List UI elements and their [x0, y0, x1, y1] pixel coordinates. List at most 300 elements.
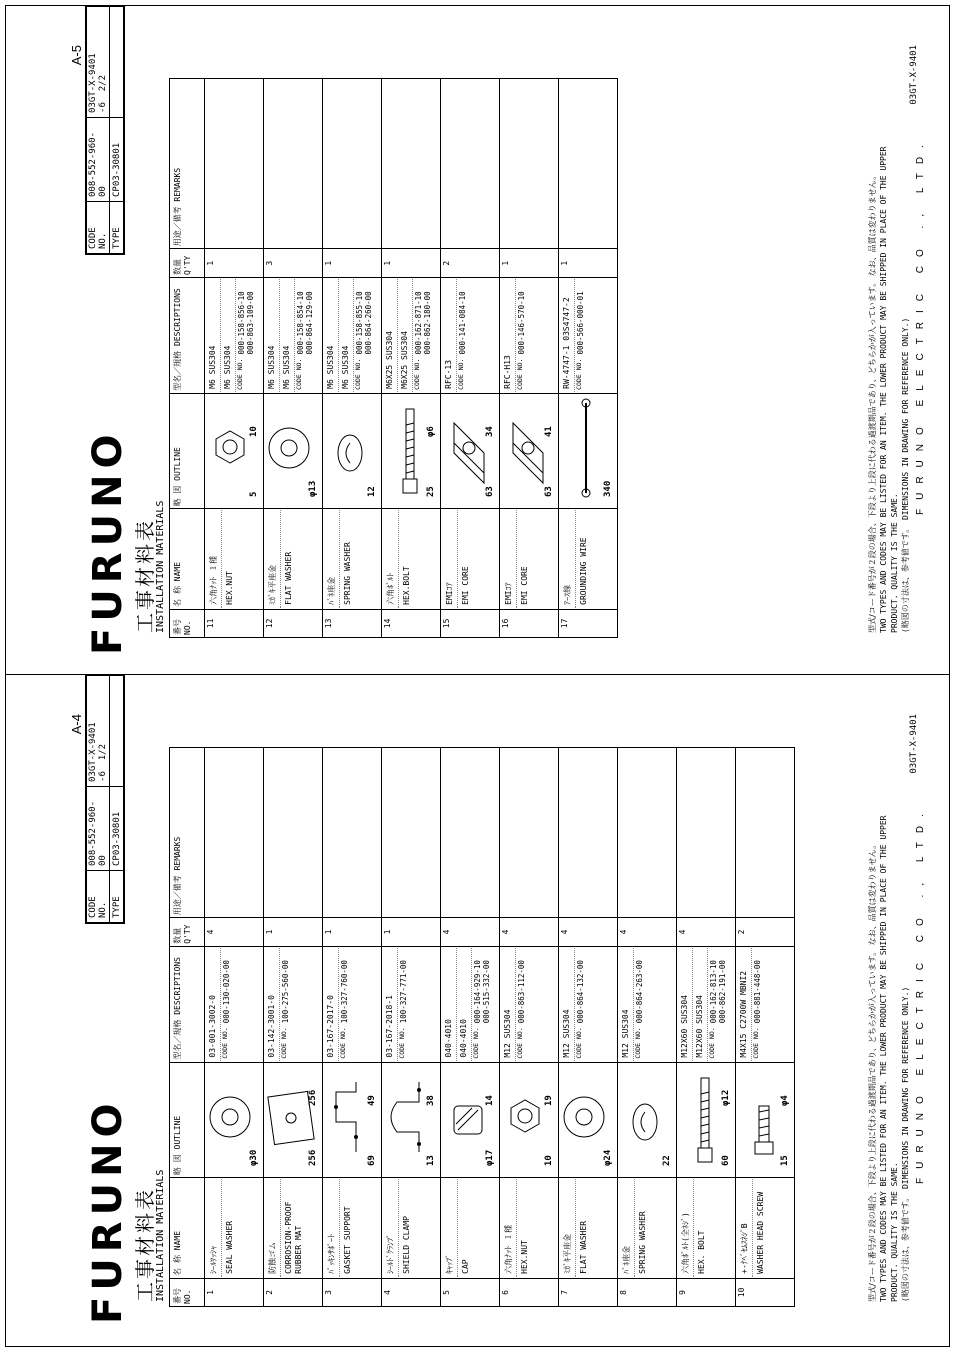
sheet-a4: [5, 674, 945, 1344]
code-values: 000-158-856-10 000-863-109-00: [237, 291, 255, 355]
item-name: [264, 1178, 323, 1279]
item-qty: 1: [205, 249, 264, 278]
note-en-2: PRODUCT. QUALITY IS THE SAME.: [890, 493, 899, 633]
doc-number: 03GT-X-9401: [909, 714, 919, 774]
item-qty: 2: [736, 918, 795, 947]
item-name-en: HEX.BOLT: [402, 566, 411, 605]
code-block: [221, 948, 232, 1061]
notes: [867, 33, 911, 633]
outline-drawing: [206, 395, 258, 508]
item-name-jp: ｱｰｽ線: [560, 510, 576, 607]
code-values: 000-141-084-10: [458, 291, 467, 355]
table-row: [677, 748, 736, 1307]
code-label: CODE NO.: [457, 358, 465, 390]
item-outline: [677, 1062, 736, 1178]
note-jp: 型式/コード番号が２段の場合、下段より上段に代わる過渡期品であり、どちらかが入っています。 なお、品質は変わりません。: [868, 171, 877, 633]
table-row: [736, 748, 795, 1307]
svg-text:14: 14: [485, 1095, 495, 1107]
code-values: 000-130-020-00: [222, 960, 231, 1024]
item-name-en: SPRING WASHER: [638, 1211, 647, 1274]
item-remarks: [205, 748, 264, 918]
item-name-en: CORROSION-PROOF RUBBER MAT: [284, 1201, 303, 1274]
note-en-1: TWO TYPES AND CODES MAY BE LISTED FOR AN ITEM. THE LOWER PRODUCT MAY BE SHIPPED IN PLACE OF THE UPPER: [879, 146, 888, 633]
svg-text:34: 34: [485, 426, 495, 438]
item-description: [323, 277, 382, 393]
item-name-en: EMI CORE: [520, 566, 529, 605]
code-block: [413, 279, 433, 392]
description-line: M12X60 SUS304: [693, 948, 708, 1061]
svg-text:13: 13: [426, 1155, 436, 1167]
code-label: CODE NO.: [354, 358, 362, 390]
svg-text:60: 60: [721, 1155, 731, 1167]
item-outline: [205, 393, 264, 509]
item-outline: [618, 1062, 677, 1178]
table-title-jp: 工事材料表: [133, 1187, 157, 1302]
item-name: [323, 1178, 382, 1279]
item-number: 1: [205, 1278, 264, 1306]
item-name: [500, 1178, 559, 1279]
svg-text:15: 15: [780, 1155, 790, 1167]
company-name: FURUNO ELECTRIC CO ., LTD.: [915, 805, 926, 1184]
item-name-en: GROUNDING WIRE: [579, 537, 588, 605]
table-row: [205, 79, 264, 638]
item-description: [264, 277, 323, 393]
item-name-en: WASHER HEAD SCREW: [756, 1191, 765, 1274]
code-block: [575, 279, 586, 392]
code-values: 000-158-854-10 000-864-129-00: [296, 291, 314, 355]
code-block: [516, 948, 527, 1061]
svg-text:22: 22: [662, 1155, 672, 1167]
svg-text:φ17: φ17: [485, 1149, 495, 1167]
svg-text:φ13: φ13: [308, 481, 318, 498]
item-remarks: [441, 79, 500, 249]
outline-drawing: [442, 395, 494, 508]
item-description: [323, 946, 382, 1062]
code-label: CODE NO.: [516, 1027, 524, 1059]
svg-text:63: 63: [485, 486, 495, 498]
type-label: TYPE: [110, 202, 124, 254]
item-description: [264, 946, 323, 1062]
code-values: 100-327-760-00: [340, 960, 349, 1024]
svg-text:256: 256: [308, 1089, 318, 1107]
code-box: [85, 674, 125, 924]
outline-drawing: [383, 1064, 435, 1177]
item-name-jp: 六角ﾅｯﾄ １種: [206, 510, 222, 607]
item-remarks: [441, 748, 500, 918]
table-row: [382, 79, 441, 638]
table-row: [559, 748, 618, 1307]
description-line: RFC-H13: [501, 279, 516, 392]
table-row: [441, 79, 500, 638]
code-label: CODE NO.: [575, 358, 583, 390]
notes: [867, 702, 911, 1302]
table-row: [264, 748, 323, 1307]
svg-text:φ6: φ6: [426, 426, 436, 438]
description-line: M4X15 C2700W MBNI2: [737, 948, 752, 1061]
table-row: [323, 79, 382, 638]
item-number: 13: [323, 609, 382, 637]
item-number: 4: [382, 1278, 441, 1306]
description-line: M12 SUS304: [560, 948, 575, 1061]
code-values: 000-164-929-10 000-515-332-00: [473, 960, 491, 1024]
svg-text:69: 69: [367, 1155, 377, 1167]
item-qty: 4: [559, 918, 618, 947]
type-value: CP03-30801: [110, 117, 124, 201]
item-name-en: FLAT WASHER: [579, 1220, 588, 1274]
code-values: 000-864-132-00: [576, 960, 585, 1024]
type-label: TYPE: [110, 871, 124, 923]
code-block: [354, 279, 374, 392]
item-outline: [559, 1062, 618, 1178]
item-qty: 4: [441, 918, 500, 947]
item-name-en: SPRING WASHER: [343, 542, 352, 605]
svg-text:49: 49: [367, 1095, 377, 1107]
code-label: CODE NO.: [708, 1027, 716, 1059]
item-remarks: [500, 79, 559, 249]
note-en-1: TWO TYPES AND CODES MAY BE LISTED FOR AN ITEM. THE LOWER PRODUCT MAY BE SHIPPED IN PLACE OF THE UPPER: [879, 815, 888, 1302]
item-qty: 1: [500, 249, 559, 278]
item-outline: [323, 1062, 382, 1178]
item-name-jp: ｷｬｯﾌﾟ: [442, 1179, 458, 1277]
item-remarks: [382, 748, 441, 918]
code-block: [457, 279, 468, 392]
item-name-en: SHIELD CLAMP: [402, 1216, 411, 1274]
code-block: [752, 948, 763, 1061]
description-line: M12X60 SUS304: [678, 948, 693, 1061]
item-remarks: [618, 748, 677, 918]
description-line: 040-4010: [457, 948, 472, 1061]
item-name-jp: 六角ﾎﾞﾙﾄ: [383, 510, 399, 607]
code-block: [236, 279, 256, 392]
page-label: A-4: [69, 714, 84, 735]
item-outline: [205, 1062, 264, 1178]
code-values: 000-566-000-01: [576, 291, 585, 355]
item-name-en: HEX.NUT: [225, 571, 234, 605]
svg-text:10: 10: [249, 426, 259, 438]
code-block: [472, 948, 492, 1061]
item-name: [441, 1178, 500, 1279]
code-block: [634, 948, 645, 1061]
table-row: [500, 748, 559, 1307]
code-label: CODE NO.: [236, 358, 244, 390]
item-name: [382, 509, 441, 609]
sheet-a5: [5, 5, 945, 675]
header-remarks: 用途／備考 REMARKS: [170, 748, 205, 918]
code-label: CODE NO.: [634, 1027, 642, 1059]
svg-text:25: 25: [426, 486, 436, 498]
item-name-en: CAP: [461, 1259, 470, 1274]
code-label: CODE NO.: [516, 358, 524, 390]
description-line: 040-4010: [442, 948, 457, 1061]
table-row: [441, 748, 500, 1307]
code-block: [575, 948, 586, 1061]
code-values: 000-881-448-00: [753, 960, 762, 1024]
description-line: M6 SUS304: [339, 279, 354, 392]
item-number: 5: [441, 1278, 500, 1306]
code-block: [280, 948, 291, 1061]
item-number: 2: [264, 1278, 323, 1306]
item-qty: 2: [441, 249, 500, 278]
description-line: 03-142-3001-0: [265, 948, 280, 1061]
page-label: A-5: [69, 45, 84, 66]
header-qty: 数量 Q'TY: [170, 918, 205, 947]
outline-drawing: [560, 1064, 612, 1177]
item-outline: [382, 393, 441, 509]
item-description: [500, 277, 559, 393]
item-remarks: [205, 79, 264, 249]
item-outline: [382, 1062, 441, 1178]
header-no: 番号 NO.: [170, 609, 205, 637]
code-values: 000-864-263-00: [635, 960, 644, 1024]
item-number: 7: [559, 1278, 618, 1306]
outline-drawing: [324, 1064, 376, 1177]
item-remarks: [264, 748, 323, 918]
item-name: [559, 509, 618, 609]
item-description: [205, 277, 264, 393]
item-remarks: [559, 79, 618, 249]
description-line: M6 SUS304: [324, 279, 339, 392]
item-remarks: [323, 79, 382, 249]
header-name: 名 称 NAME: [170, 1178, 205, 1279]
outline-drawing: [737, 1064, 789, 1177]
code-label: CODE NO.: [413, 358, 421, 390]
item-name-en: HEX.NUT: [520, 1240, 529, 1274]
item-number: 3: [323, 1278, 382, 1306]
code-label: CODE NO.: [339, 1027, 347, 1059]
item-name-jp: ﾐｶﾞｷ平座金: [265, 510, 281, 607]
item-name: [205, 1178, 264, 1279]
description-line: RW-4747-1 03S4747-2: [560, 279, 575, 392]
item-name-en: HEX. BOLT: [697, 1230, 706, 1274]
item-remarks: [382, 79, 441, 249]
item-name: [559, 1178, 618, 1279]
item-name-en: GASKET SUPPORT: [343, 1206, 352, 1274]
header-qty: 数量 Q'TY: [170, 249, 205, 278]
item-outline: [441, 1062, 500, 1178]
item-description: [559, 277, 618, 393]
materials-table: [169, 78, 618, 638]
description-line: M6 SUS304: [221, 279, 236, 392]
header-descriptions: 型名／規格 DESCRIPTIONS: [170, 277, 205, 393]
description-line: 03-167-2017-0: [324, 948, 339, 1061]
description-line: 03-001-3002-0: [206, 948, 221, 1061]
item-name: [323, 509, 382, 609]
code-block: [295, 279, 315, 392]
svg-text:63: 63: [544, 486, 554, 498]
item-name: [736, 1178, 795, 1279]
svg-text:41: 41: [544, 426, 554, 438]
code-label: CODE NO.: [398, 1027, 406, 1059]
item-qty: 1: [264, 918, 323, 947]
item-qty: 3: [264, 249, 323, 278]
code-block: [398, 948, 409, 1061]
item-name-jp: +-ﾅﾍﾞｾﾑｽﾈｼﾞB: [737, 1179, 753, 1277]
item-name-jp: 防蝕ゴム: [265, 1179, 281, 1277]
description-line: M6X25 SUS304: [383, 279, 398, 392]
item-description: [500, 946, 559, 1062]
item-name-jp: ﾊﾞﾈ座金: [324, 510, 340, 607]
item-description: [559, 946, 618, 1062]
outline-drawing: [265, 395, 317, 508]
outline-drawing: [560, 395, 612, 508]
description-line: M6 SUS304: [280, 279, 295, 392]
item-name-jp: ﾊﾞﾈ座金: [619, 1179, 635, 1277]
code-values: 000-162-813-10 000-862-191-00: [709, 960, 727, 1024]
code-label: CODE NO.: [575, 1027, 583, 1059]
table-row: [382, 748, 441, 1307]
outline-drawing: [383, 395, 435, 508]
item-description: [441, 946, 500, 1062]
item-name-jp: EMIｺｱ: [442, 510, 458, 607]
table-row: [205, 748, 264, 1307]
svg-text:19: 19: [544, 1095, 554, 1107]
code-values: 000-863-112-00: [517, 960, 526, 1024]
note-en-2: PRODUCT. QUALITY IS THE SAME.: [890, 1162, 899, 1302]
outline-drawing: [678, 1064, 730, 1177]
item-name: [618, 1178, 677, 1279]
code-label: CODE NO.: [280, 1027, 288, 1059]
item-outline: [500, 1062, 559, 1178]
item-name-jp: ﾊﾟｯｷﾝｻﾎﾟｰﾄ: [324, 1179, 340, 1277]
item-remarks: [677, 748, 736, 918]
code-block: [708, 948, 728, 1061]
item-description: [382, 946, 441, 1062]
code-block: [339, 948, 350, 1061]
item-qty: 4: [205, 918, 264, 947]
item-description: [382, 277, 441, 393]
code-label: CODE NO.: [221, 1027, 229, 1059]
code-values: 000-158-855-10 000-864-260-00: [355, 291, 373, 355]
svg-text:φ30: φ30: [249, 1149, 259, 1167]
table-title-jp: 工事材料表: [133, 518, 157, 633]
code-label: CODE NO.: [295, 358, 303, 390]
table-row: [618, 748, 677, 1307]
item-qty: 4: [677, 918, 736, 947]
table-title-en: INSTALLATION MATERIALS: [155, 500, 166, 633]
svg-text:340: 340: [603, 481, 613, 498]
note-dim: (略図の寸法は、参考値です。 DIMENSIONS IN DRAWING FOR REFERENCE ONLY.): [901, 986, 910, 1302]
code-values: 000-162-871-10 000-862-180-00: [414, 291, 432, 355]
header-outline: 略 図 OUTLINE: [170, 1062, 205, 1178]
svg-text:38: 38: [426, 1095, 436, 1107]
item-qty: 1: [559, 249, 618, 278]
item-name: [382, 1178, 441, 1279]
note-dim: (略図の寸法は、参考値です。 DIMENSIONS IN DRAWING FOR REFERENCE ONLY.): [901, 317, 910, 633]
code-no-value: 008-552-960-00: [87, 117, 110, 201]
header-descriptions: 型名／規格 DESCRIPTIONS: [170, 946, 205, 1062]
item-qty: 1: [323, 918, 382, 947]
table-row: [559, 79, 618, 638]
item-number: 9: [677, 1278, 736, 1306]
item-name-jp: ｼｰﾙﾜｯｼｬ: [206, 1179, 222, 1277]
item-number: 15: [441, 609, 500, 637]
table-title-en: INSTALLATION MATERIALS: [155, 1169, 166, 1302]
table-row: [264, 79, 323, 638]
item-description: [677, 946, 736, 1062]
code-label: CODE NO.: [752, 1027, 760, 1059]
outline-drawing: [206, 1064, 258, 1177]
svg-text:256: 256: [308, 1149, 318, 1167]
item-description: [618, 946, 677, 1062]
svg-text:12: 12: [367, 486, 377, 498]
item-number: 11: [205, 609, 264, 637]
code-block: [516, 279, 527, 392]
outline-drawing: [501, 1064, 553, 1177]
item-remarks: [500, 748, 559, 918]
note-jp: 型式/コード番号が２段の場合、下段より上段に代わる過渡期品であり、どちらかが入っています。 なお、品質は変わりません。: [868, 840, 877, 1302]
outline-drawing: [442, 1064, 494, 1177]
item-name-jp: 六角ﾅｯﾄ １種: [501, 1179, 517, 1277]
item-description: [441, 277, 500, 393]
item-name: [205, 509, 264, 609]
item-name-en: FLAT WASHER: [284, 551, 293, 605]
item-name-jp: EMIｺｱ: [501, 510, 517, 607]
item-outline: [500, 393, 559, 509]
svg-text:10: 10: [544, 1155, 554, 1167]
item-qty: 1: [323, 249, 382, 278]
item-qty: 1: [382, 918, 441, 947]
item-name: [500, 509, 559, 609]
company-name: FURUNO ELECTRIC CO ., LTD.: [915, 136, 926, 515]
description-line: M12 SUS304: [619, 948, 634, 1061]
svg-text:φ24: φ24: [603, 1149, 613, 1167]
description-line: 03-167-2018-1: [383, 948, 398, 1061]
materials-table: [169, 747, 795, 1307]
code-no-value: 008-552-960-00: [87, 786, 110, 870]
item-name-en: EMI CORE: [461, 566, 470, 605]
furuno-logo: FURUNO: [85, 1097, 131, 1324]
item-number: 10: [736, 1278, 795, 1306]
item-name-jp: ﾐｶﾞｷ平座金: [560, 1179, 576, 1277]
outline-drawing: [619, 1064, 671, 1177]
item-qty: 1: [382, 249, 441, 278]
item-name: [264, 509, 323, 609]
header-no: 番号 NO.: [170, 1278, 205, 1306]
item-number: 14: [382, 609, 441, 637]
description-line: M6X25 SUS304: [398, 279, 413, 392]
item-name-jp: ｼｰﾙﾄﾞｸﾗﾝﾌﾟ: [383, 1179, 399, 1277]
doc-number: 03GT-X-9401: [909, 45, 919, 105]
description-line: M6 SUS304: [265, 279, 280, 392]
svg-text:φ4: φ4: [780, 1095, 790, 1107]
item-remarks: [323, 748, 382, 918]
svg-text:5: 5: [249, 492, 259, 498]
item-outline: [264, 393, 323, 509]
code-no-label: CODE NO.: [87, 202, 110, 254]
item-remarks: [736, 748, 795, 918]
item-outline: [441, 393, 500, 509]
outline-drawing: [324, 395, 376, 508]
item-outline: [323, 393, 382, 509]
doc-ref: 03GT-X-9401 -6 1/2: [87, 676, 110, 787]
item-qty: 4: [618, 918, 677, 947]
code-box: [85, 5, 125, 255]
doc-ref: 03GT-X-9401 -6 2/2: [87, 7, 110, 118]
code-values: 000-146-570-10: [517, 291, 526, 355]
description-line: M6 SUS304: [206, 279, 221, 392]
table-row: [500, 79, 559, 638]
item-name: [677, 1178, 736, 1279]
header-name: 名 称 NAME: [170, 509, 205, 609]
code-no-label: CODE NO.: [87, 871, 110, 923]
item-outline: [264, 1062, 323, 1178]
code-label: CODE NO.: [472, 1027, 480, 1059]
description-line: M12 SUS304: [501, 948, 516, 1061]
item-description: [736, 946, 795, 1062]
item-number: 6: [500, 1278, 559, 1306]
item-qty: 4: [500, 918, 559, 947]
item-remarks: [559, 748, 618, 918]
